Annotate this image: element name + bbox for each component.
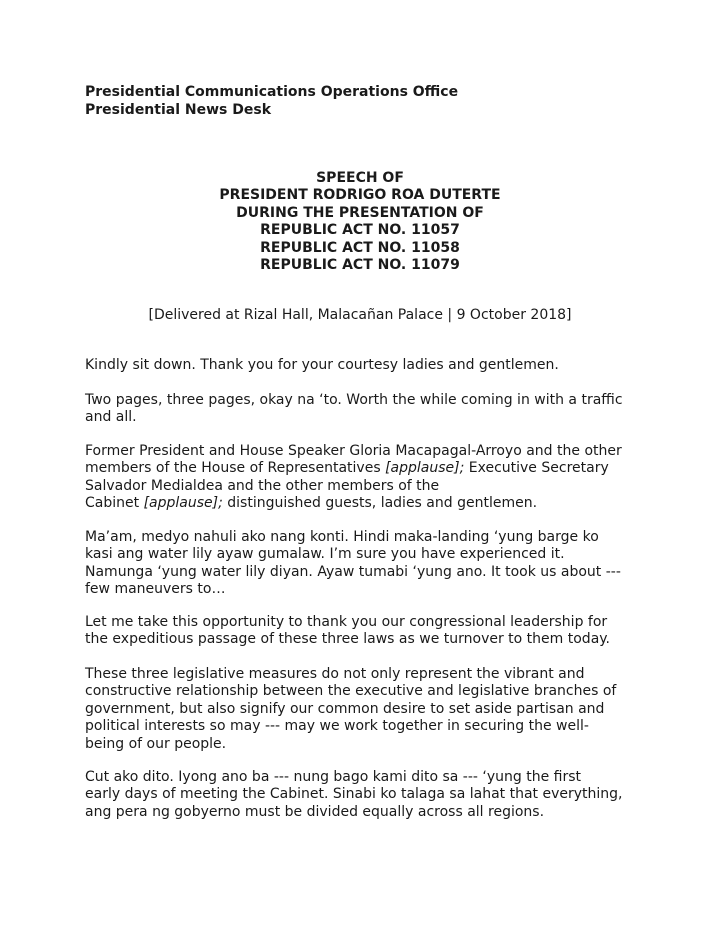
text-line: and all. (85, 409, 137, 426)
text-line: few maneuvers to… (85, 581, 226, 598)
paragraph-7 (85, 769, 655, 821)
title-line: REPUBLIC ACT NO. 11079 (260, 257, 460, 274)
paragraph-5 (85, 614, 655, 649)
text-line: Salvador Medialdea and the other members of the (85, 477, 440, 494)
delivery-note: [Delivered at Rizal Hall, Malacañan Palace | 9 October 2018] (148, 307, 572, 323)
text-segment: distinguished guests, ladies and gentlemen. (222, 495, 538, 512)
text-segment: members of the House of Representatives (85, 460, 386, 477)
applause-note: [applause]; (143, 495, 223, 512)
title-line: DURING THE PRESENTATION OF (236, 204, 484, 221)
text-line: Former President and House Speaker Gloria Macapagal-Arroyo and the other (85, 443, 622, 459)
text-line: Kindly sit down. Thank you for your courtesy ladies and gentlemen. (85, 357, 559, 373)
text-line (85, 460, 655, 477)
text-line: the expeditious passage of these three laws as we turnover to them today. (85, 631, 611, 648)
paragraph-3 (85, 443, 655, 513)
text-line (85, 495, 655, 512)
text-line: Namunga ‘yung water lily diyan. Ayaw tumabi ‘yung ano. It took us about --- (85, 563, 621, 580)
text-line: political interests so may --- may we work together in securing the well- (85, 718, 589, 735)
paragraph-6 (85, 666, 655, 753)
applause-note: [applause]; (385, 460, 465, 477)
paragraph-4 (85, 529, 655, 599)
title-line: PRESIDENT RODRIGO ROA DUTERTE (219, 187, 501, 204)
text-line: Cut ako dito. Iyong ano ba --- nung bago kami dito sa --- ‘yung the first (85, 769, 582, 785)
text-line: Two pages, three pages, okay na ‘to. Worth the while coming in with a traffic (85, 392, 623, 408)
text-line: Ma’am, medyo nahuli ako nang konti. Hindi maka-landing ‘yung barge ko (85, 529, 599, 545)
text-line: being of our people. (85, 735, 227, 752)
text-line: ang pera ng gobyerno must be divided equally across all regions. (85, 803, 545, 820)
speech-title (0, 170, 720, 274)
text-line: early days of meeting the Cabinet. Sinabi ko talaga sa lahat that everything, (85, 786, 623, 803)
text-segment: Cabinet (85, 495, 144, 512)
paragraph-2 (85, 392, 655, 427)
title-line: REPUBLIC ACT NO. 11058 (260, 239, 460, 256)
text-line: government, but also signify our common desire to set aside partisan and (85, 700, 605, 717)
text-line: Let me take this opportunity to thank you our congressional leadership for (85, 614, 608, 630)
office-name: Presidential Communications Operations Office (85, 84, 459, 100)
paragraph-1 (85, 357, 655, 374)
text-segment: Executive Secretary (464, 460, 609, 477)
text-line: kasi ang water lily ayaw gumalaw. I’m sure you have experienced it. (85, 546, 565, 563)
title-line: REPUBLIC ACT NO. 11057 (260, 222, 460, 239)
title-line: SPEECH OF (316, 170, 404, 186)
text-line: constructive relationship between the executive and legislative branches of (85, 683, 617, 700)
desk-name: Presidential News Desk (85, 101, 271, 118)
text-line: These three legislative measures do not only represent the vibrant and (85, 666, 585, 682)
office-header (85, 84, 458, 119)
